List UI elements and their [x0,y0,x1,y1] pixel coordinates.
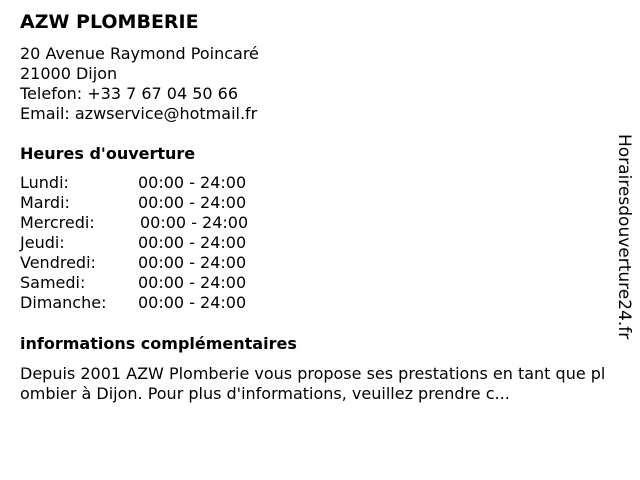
business-name: AZW PLOMBERIE [20,11,199,33]
day-label: Mardi: [20,193,70,212]
hours-row-monday [20,173,280,193]
hours-row-thursday [20,233,280,253]
hours-value: 00:00 - 24:00 [138,193,247,212]
opening-hours-heading: Heures d'ouverture [20,144,196,163]
day-label: Lundi: [20,173,69,192]
hours-value: 00:00 - 24:00 [140,213,249,232]
additional-info-heading: informations complémentaires [20,334,297,353]
day-label: Dimanche: [20,293,107,312]
phone-number: Telefon: +33 7 67 04 50 66 [20,84,239,103]
hours-value: 00:00 - 24:00 [138,253,247,272]
hours-value: 00:00 - 24:00 [138,293,247,312]
business-description: Depuis 2001 AZW Plomberie vous propose ses prestations en tant que plombier à Dijon. Pour plus d'informations, veuillez prendre c... [20,364,606,403]
hours-value: 00:00 - 24:00 [138,273,247,292]
hours-row-friday [20,253,280,273]
hours-row-sunday [20,293,280,313]
address-city: 21000 Dijon [20,64,118,83]
hours-value: 00:00 - 24:00 [138,233,247,252]
opening-hours-table [20,173,280,313]
address-street: 20 Avenue Raymond Poincaré [20,44,259,63]
hours-value: 00:00 - 24:00 [138,173,247,192]
email-address: Email: azwservice@hotmail.fr [20,104,258,123]
day-label: Vendredi: [20,253,96,272]
site-watermark: Horairesdouverture24.fr [614,134,634,340]
day-label: Samedi: [20,273,86,292]
day-label: Jeudi: [20,233,65,252]
hours-row-wednesday [20,213,280,233]
hours-row-saturday [20,273,280,293]
day-label: Mercredi: [20,213,95,232]
hours-row-tuesday [20,193,280,213]
